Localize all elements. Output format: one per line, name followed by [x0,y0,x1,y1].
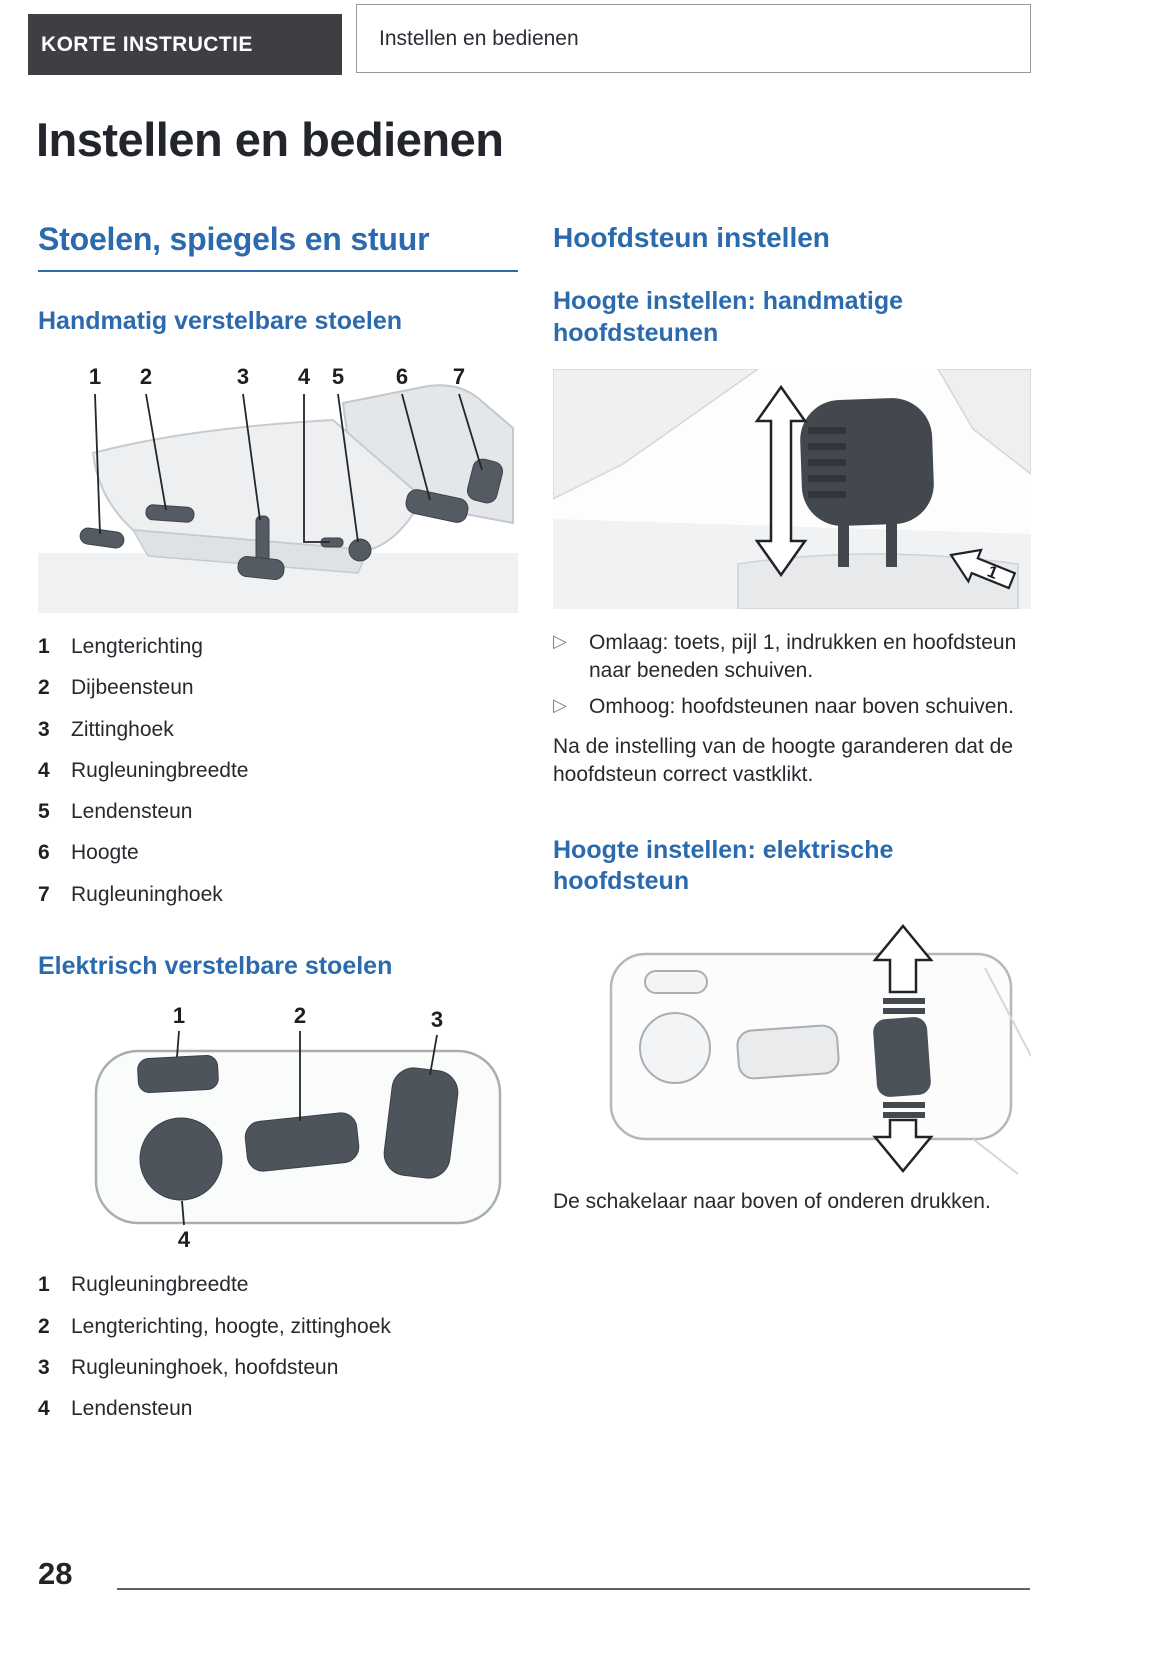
item-number: 5 [38,800,50,824]
electric-seat-controls-illustration [38,1001,518,1251]
bullet-item [553,689,1031,725]
figure-manual-headrest [553,369,1031,609]
electric-headrest-switch-illustration [553,916,1031,1176]
seat-shapes [93,385,513,573]
triangle-bullet-icon: ▷ [553,631,567,652]
item-label: Lengterichting, hoogte, zittinghoek [71,1314,391,1338]
item-label: Lengterichting [71,635,203,659]
figure-electric-headrest-switch [553,916,1031,1176]
item-number: 1 [38,635,50,659]
list-item [38,1389,518,1430]
section-title-headrest: Hoofdsteun instellen [553,222,830,253]
item-number: 4 [38,1397,50,1421]
subsection-title-manual-headrest: Hoogte instellen: handmatige hoofdsteunen [553,287,904,347]
headrest-note: Na de instelling van de hoogte garanderen dat de hoofdsteun correct vastklikt. [553,734,1014,786]
subsection-title-electric-seats: Elektrisch verstelbare stoelen [38,952,393,981]
figure-electric-seat-controls [38,1001,518,1251]
subsection-title-electric-headrest: Hoogte instellen: elektrische hoofdsteun [553,835,894,896]
figure-callout: 2 [139,363,153,389]
bullet-text: Omlaag: toets, pijl 1, indrukken en hoofdsteun naar beneden schuiven. [589,631,1017,683]
item-number: 2 [38,676,50,700]
bullet-text: Omhoog: hoofdsteunen naar boven schuiven. [589,695,1014,719]
list-item [38,1306,518,1347]
callout-numbers [89,364,465,389]
page-number: 28 [38,1556,73,1591]
item-label: Dijbeensteun [71,676,194,700]
item-number: 1 [38,1273,50,1297]
bullet-item [553,625,1031,689]
chapter-badge: KORTE INSTRUCTIE [28,14,342,75]
list-item [38,874,518,915]
item-label: Lendensteun [71,800,193,824]
section-header-label: Instellen en bedienen [379,26,579,50]
figure-callout: 3 [430,1006,444,1032]
figure-callout: 4 [297,363,311,389]
manual-headrest-illustration [553,369,1031,609]
headrest-instructions [553,625,1031,725]
triangle-bullet-icon: ▷ [553,695,567,716]
section-title-seats: Stoelen, spiegels en stuur [38,222,518,272]
switch-caption: De schakelaar naar boven of onderen drukken. [553,1189,991,1213]
figure-callout: 1 [88,363,102,389]
list-item [38,709,518,750]
item-label: Lendensteun [71,1397,193,1421]
electric-seat-list [38,1265,518,1430]
list-item [38,750,518,791]
figure-callout: 6 [395,363,409,389]
list-item [38,833,518,874]
item-number: 2 [38,1314,50,1338]
item-number: 7 [38,882,50,906]
figure-callout: 3 [236,363,250,389]
figure-callout: 5 [331,363,345,389]
left-column [38,222,518,1430]
figure-callout: 4 [177,1226,191,1251]
manual-seat-list [38,627,518,916]
section-header-box [356,4,1031,73]
item-label: Hoogte [71,841,139,865]
item-number: 3 [38,717,50,741]
list-item [38,792,518,833]
item-label: Rugleuninghoek [71,882,223,906]
footer-rule [117,1588,1030,1590]
item-label: Rugleuningbreedte [71,758,249,782]
list-item [38,627,518,668]
right-column [553,222,1031,1216]
item-number: 4 [38,758,50,782]
list-item [38,1265,518,1306]
subsection-title-manual-seats: Handmatig verstelbare stoelen [38,307,403,336]
item-label: Zittinghoek [71,717,174,741]
figure-callout: 7 [452,363,466,389]
item-number: 6 [38,841,50,865]
figure-callout: 1 [172,1002,186,1028]
manual-seat-illustration [38,358,518,613]
arrow-label: 1 [984,561,1001,584]
figure-callout: 2 [293,1002,307,1028]
item-label: Rugleuningbreedte [71,1273,249,1297]
page-title: Instellen en bedienen [36,113,504,166]
figure-manual-seat [38,358,518,613]
list-item [38,1347,518,1388]
list-item [38,668,518,709]
item-number: 3 [38,1355,50,1379]
item-label: Rugleuninghoek, hoofdsteun [71,1355,339,1379]
